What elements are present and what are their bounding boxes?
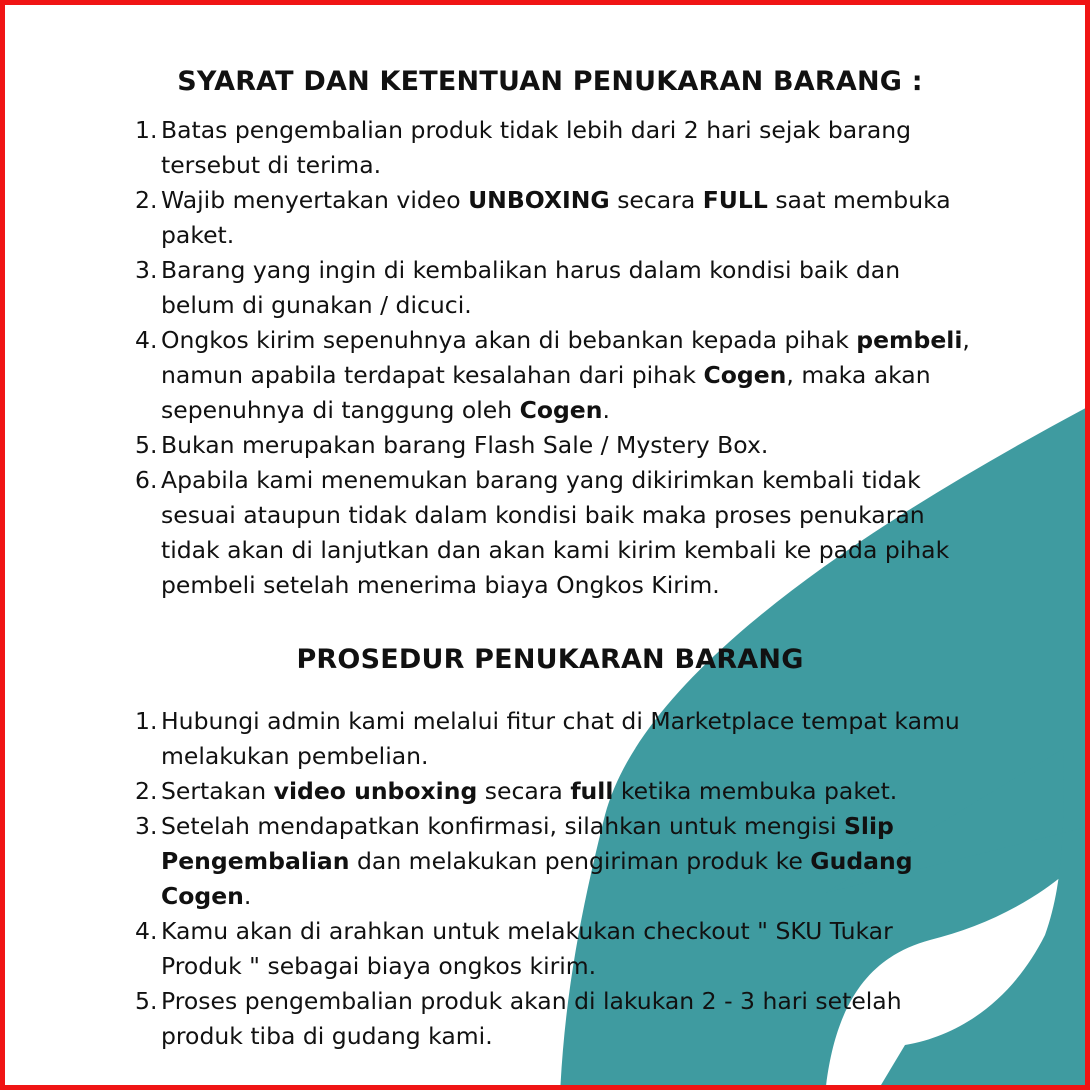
item-number: 1.: [135, 707, 158, 735]
item-bold-text: full: [570, 777, 614, 805]
item-number: 3.: [135, 256, 158, 284]
item-number: 4.: [135, 326, 158, 354]
item-number: 2.: [135, 777, 158, 805]
item-number: 2.: [135, 186, 158, 214]
terms-title: SYARAT DAN KETENTUAN PENUKARAN BARANG :: [177, 66, 923, 97]
item-text: secara: [477, 777, 571, 805]
item-number: 1.: [135, 116, 158, 144]
item-text: saat membuka paket.: [161, 186, 951, 249]
procedure-list: [135, 704, 975, 1054]
item-text: secara: [609, 186, 703, 214]
item-number: 3.: [135, 812, 158, 840]
item-text: ketika membuka paket.: [613, 777, 898, 805]
item-number: 5.: [135, 431, 158, 459]
list-item: [135, 704, 975, 774]
list-item: [135, 774, 975, 809]
list-item: [135, 183, 975, 253]
item-text: .: [243, 882, 252, 910]
item-text: Proses pengembalian produk akan di lakukan 2 - 3 hari setelah produk tiba di gudang kami.: [161, 987, 902, 1050]
item-bold-text: UNBOXING: [468, 186, 610, 214]
item-text: Sertakan: [161, 777, 274, 805]
item-bold-text: Cogen: [703, 361, 787, 389]
item-text: Kamu akan di arahkan untuk melakukan checkout " SKU Tukar Produk " sebagai biaya ongkos kirim.: [161, 917, 893, 980]
list-item: [135, 113, 975, 183]
item-bold-text: Slip Pengembalian: [161, 812, 894, 875]
item-bold-text: pembeli: [856, 326, 963, 354]
item-bold-text: Cogen: [519, 396, 603, 424]
list-item: [135, 253, 975, 323]
item-text: Hubungi admin kami melalui fitur chat di Marketplace tempat kamu melakukan pembelian.: [161, 707, 960, 770]
item-number: 4.: [135, 917, 158, 945]
procedure-title: PROSEDUR PENUKARAN BARANG: [296, 644, 804, 675]
content-area: [5, 5, 1090, 1090]
item-text: Ongkos kirim sepenuhnya akan di bebankan kepada pihak: [161, 326, 857, 354]
item-text: Wajib menyertakan video: [161, 186, 469, 214]
item-text: Barang yang ingin di kembalikan harus dalam kondisi baik dan belum di gunakan / dicuci.: [161, 256, 901, 319]
list-item: [135, 463, 975, 603]
item-text: , maka akan sepenuhnya di tanggung oleh: [161, 361, 931, 424]
list-item: [135, 984, 975, 1054]
item-text: Bukan merupakan barang Flash Sale / Mystery Box.: [161, 431, 769, 459]
list-item: [135, 323, 975, 428]
list-item: [135, 428, 975, 463]
terms-list: [135, 113, 975, 603]
item-number: 5.: [135, 987, 158, 1015]
item-bold-text: Gudang Cogen: [161, 847, 913, 910]
item-text: , namun apabila terdapat kesalahan dari pihak: [161, 326, 970, 389]
list-item: [135, 809, 975, 914]
item-text: dan melakukan pengiriman produk ke: [349, 847, 811, 875]
item-text: Apabila kami menemukan barang yang dikirimkan kembali tidak sesuai ataupun tidak dalam kondisi baik maka proses penukaran tidak akan di lanjutkan dan akan kami kirim kembali ke pada pihak pembeli setelah menerima biaya Ongkos Kirim.: [161, 466, 950, 599]
list-item: [135, 914, 975, 984]
item-number: 6.: [135, 466, 158, 494]
item-bold-text: video unboxing: [273, 777, 478, 805]
item-text: .: [602, 396, 610, 424]
item-text: Batas pengembalian produk tidak lebih dari 2 hari sejak barang tersebut di terima.: [161, 116, 912, 179]
item-bold-text: FULL: [702, 186, 768, 214]
item-text: Setelah mendapatkan konfirmasi, silahkan untuk mengisi: [161, 812, 844, 840]
